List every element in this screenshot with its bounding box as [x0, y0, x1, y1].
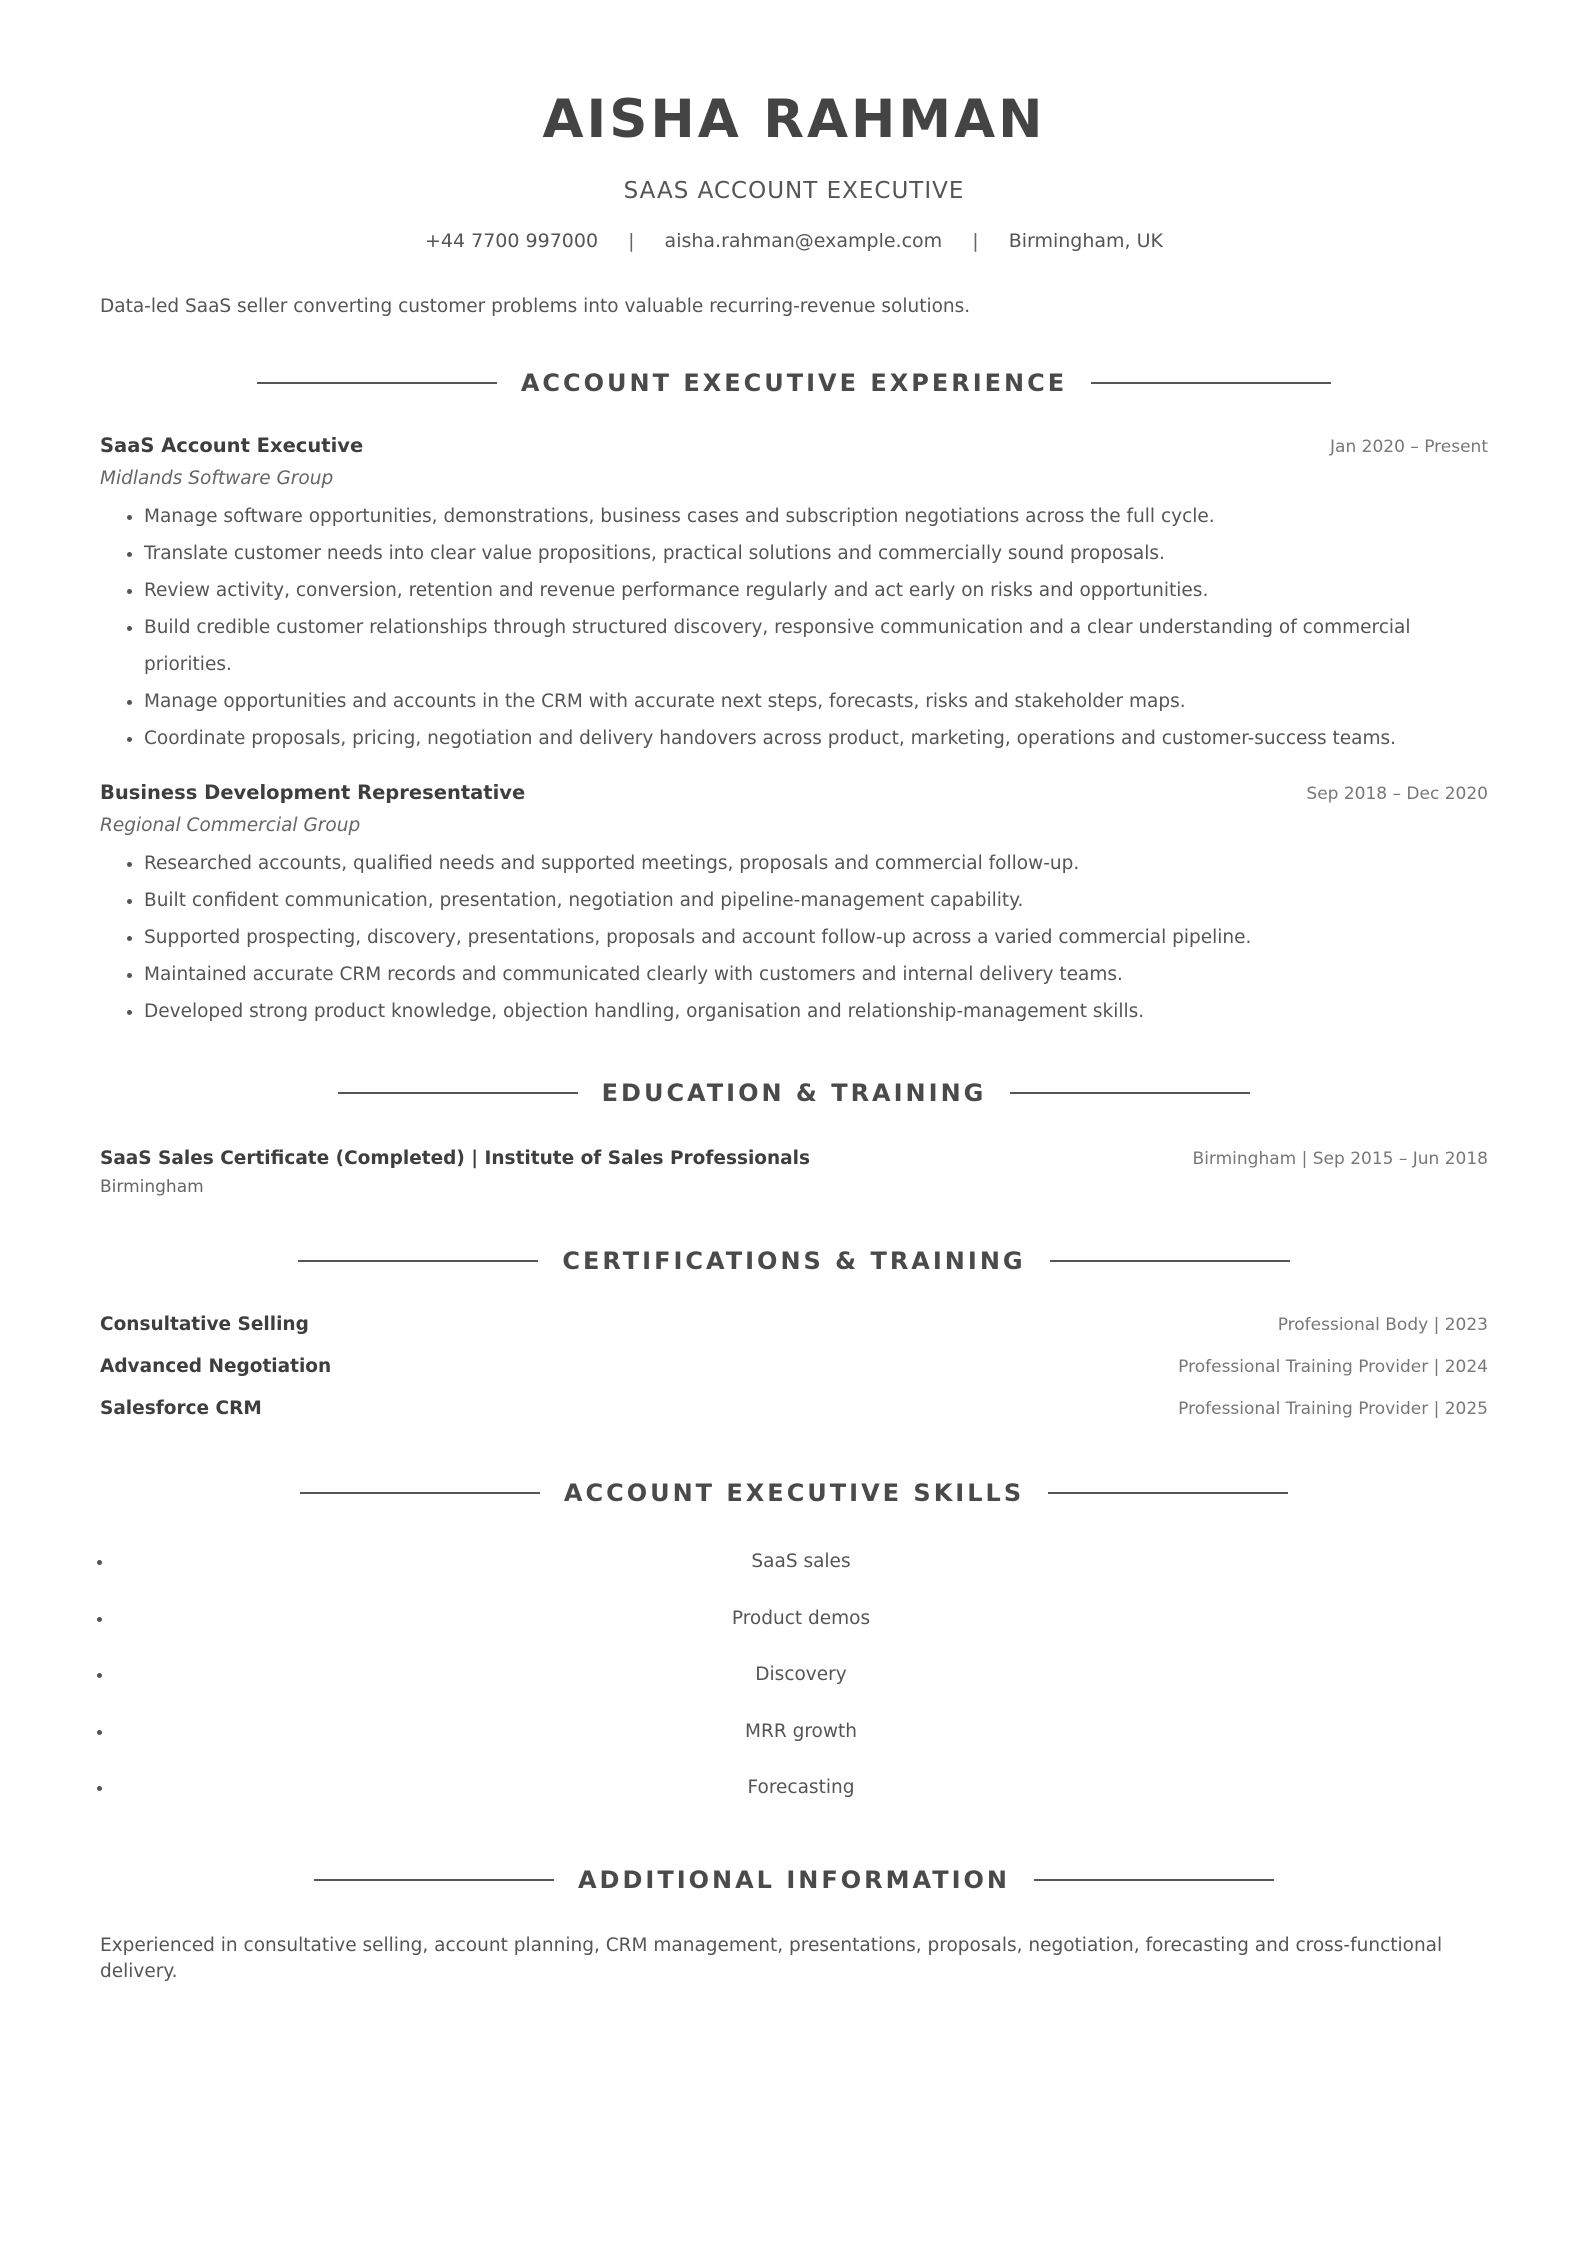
section-title: ACCOUNT EXECUTIVE EXPERIENCE	[520, 369, 1068, 397]
skill-item: • Product demos	[114, 1591, 1488, 1648]
section-title: CERTIFICATIONS & TRAINING	[562, 1247, 1026, 1275]
education-heading	[100, 1078, 1488, 1108]
heading-rule-right	[1034, 1879, 1274, 1881]
job-bullet: • Review activity, conversion, retention and revenue performance regularly and act early on risks and opportunities.	[144, 572, 1488, 609]
job-entry	[100, 779, 1488, 1030]
skill-item: • Discovery	[114, 1647, 1488, 1704]
education-entry	[100, 1146, 1488, 1198]
job-bullet: • Developed strong product knowledge, objection handling, organisation and relationship-management skills.	[144, 993, 1488, 1030]
skill-item: • SaaS sales	[114, 1534, 1488, 1591]
job-dates: Jan 2020 – Present	[1330, 437, 1488, 457]
job-position: Business Development Representative	[100, 781, 526, 804]
candidate-name: AISHA RAHMAN	[542, 89, 1046, 150]
heading-rule-right	[1010, 1092, 1250, 1094]
certification-name: Consultative Selling	[100, 1314, 309, 1335]
section-title: ADDITIONAL INFORMATION	[577, 1865, 1011, 1894]
certification-item	[100, 1304, 1488, 1346]
job-bullet: • Built confident communication, presentation, negotiation and pipeline-management capability.	[144, 882, 1488, 919]
certification-list	[100, 1304, 1488, 1430]
skill-item: • MRR growth	[114, 1704, 1488, 1761]
certification-meta: Professional Training Provider | 2024	[1178, 1357, 1488, 1377]
heading-rule-right	[1050, 1260, 1290, 1262]
job-bullet: • Build credible customer relationships through structured discovery, responsive communication and a clear understanding of commercial priorities.	[144, 609, 1488, 683]
section-title: EDUCATION & TRAINING	[601, 1079, 987, 1107]
education-location: Birmingham	[100, 1177, 204, 1197]
heading-rule-left	[257, 382, 497, 384]
additional-heading	[100, 1865, 1488, 1895]
heading-rule-right	[1048, 1492, 1288, 1494]
job-bullets	[100, 498, 1488, 757]
job-company: Regional Commercial Group	[100, 815, 361, 836]
experience-heading	[100, 368, 1488, 398]
job-dates: Sep 2018 – Dec 2020	[1306, 784, 1488, 804]
certification-name: Salesforce CRM	[100, 1398, 262, 1419]
phone-number: +44 7700 997000	[424, 230, 599, 252]
job-position: SaaS Account Executive	[100, 434, 364, 457]
certification-meta: Professional Training Provider | 2025	[1178, 1399, 1488, 1419]
job-company: Midlands Software Group	[100, 468, 334, 489]
heading-rule-right	[1091, 382, 1331, 384]
heading-rule-left	[314, 1879, 554, 1881]
job-bullet: • Researched accounts, qualified needs and supported meetings, proposals and commercial follow-up.	[144, 845, 1488, 882]
skill-item: • Forecasting	[114, 1760, 1488, 1817]
job-bullet: • Supported prospecting, discovery, presentations, proposals and account follow-up across a varied commercial pipeline.	[144, 919, 1488, 956]
certification-item	[100, 1346, 1488, 1388]
job-entry	[100, 432, 1488, 757]
heading-rule-left	[298, 1260, 538, 1262]
contact-separator: |	[972, 230, 979, 252]
certifications-heading	[100, 1246, 1488, 1276]
job-bullet: • Manage opportunities and accounts in the CRM with accurate next steps, forecasts, risks and stakeholder maps.	[144, 683, 1488, 720]
additional-info-text: Experienced in consultative selling, account planning, CRM management, presentations, proposals, negotiation, forecasting and cross-functional delivery.	[100, 1934, 1443, 1982]
job-bullet: • Maintained accurate CRM records and communicated clearly with customers and internal delivery teams.	[144, 956, 1488, 993]
job-bullets	[100, 845, 1488, 1030]
email-address: aisha.rahman@example.com	[664, 230, 943, 252]
skills-list	[100, 1534, 1488, 1817]
skills-heading	[100, 1478, 1488, 1508]
section-title: ACCOUNT EXECUTIVE SKILLS	[563, 1479, 1025, 1507]
contact-line	[100, 228, 1488, 254]
profile-summary: Data-led SaaS seller converting customer problems into valuable recurring-revenue solutions.	[100, 296, 971, 317]
job-title: SAAS ACCOUNT EXECUTIVE	[623, 178, 965, 204]
heading-rule-left	[300, 1492, 540, 1494]
location: Birmingham, UK	[1008, 230, 1164, 252]
job-bullet: • Coordinate proposals, pricing, negotiation and delivery handovers across product, marketing, operations and customer-success teams.	[144, 720, 1488, 757]
contact-separator: |	[628, 230, 635, 252]
heading-rule-left	[338, 1092, 578, 1094]
certification-meta: Professional Body | 2023	[1277, 1315, 1488, 1335]
job-bullet: • Translate customer needs into clear value propositions, practical solutions and commercially sound proposals.	[144, 535, 1488, 572]
education-meta: Birmingham | Sep 2015 – Jun 2018	[1192, 1149, 1488, 1169]
job-bullet: • Manage software opportunities, demonstrations, business cases and subscription negotiations across the full cycle.	[144, 498, 1488, 535]
education-qualification: SaaS Sales Certificate (Completed) | Institute of Sales Professionals	[100, 1148, 811, 1169]
certification-item	[100, 1388, 1488, 1430]
certification-name: Advanced Negotiation	[100, 1356, 332, 1377]
